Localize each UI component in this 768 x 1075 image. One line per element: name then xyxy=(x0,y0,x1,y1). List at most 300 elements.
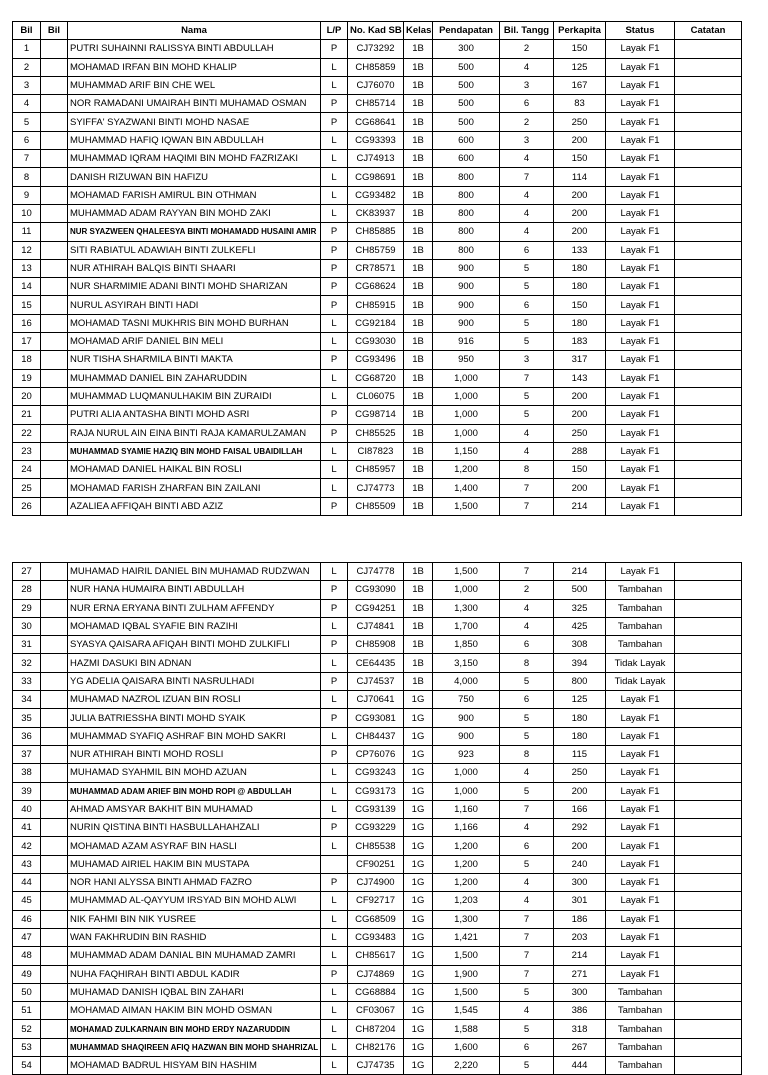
lp-cell: L xyxy=(321,204,348,222)
table-row xyxy=(13,672,742,690)
tangg-cell: 5 xyxy=(500,278,554,296)
status-cell: Layak F1 xyxy=(606,910,675,928)
catatan-cell xyxy=(675,406,742,424)
header-row xyxy=(13,22,742,40)
catatan-cell xyxy=(675,654,742,672)
status-cell: Tambahan xyxy=(606,1002,675,1020)
perkapita-cell: 200 xyxy=(554,782,606,800)
pendapatan-cell: 1,203 xyxy=(433,892,500,910)
table-row xyxy=(13,617,742,635)
kad-cell: CP76076 xyxy=(348,745,404,763)
table-row xyxy=(13,40,742,58)
bil2-cell xyxy=(41,461,68,479)
table-row xyxy=(13,351,742,369)
pendapatan-cell: 900 xyxy=(433,727,500,745)
tangg-cell: 6 xyxy=(500,636,554,654)
bil-cell: 47 xyxy=(13,928,41,946)
perkapita-cell: 425 xyxy=(554,617,606,635)
status-cell: Tambahan xyxy=(606,1020,675,1038)
table-row xyxy=(13,581,742,599)
kelas-cell: 1B xyxy=(404,387,433,405)
lp-cell: L xyxy=(321,461,348,479)
catatan-cell xyxy=(675,461,742,479)
status-cell: Layak F1 xyxy=(606,223,675,241)
lp-cell: L xyxy=(321,1038,348,1056)
table-row xyxy=(13,782,742,800)
nama-cell: NOR HANI ALYSSA BINTI AHMAD FAZRO xyxy=(68,874,321,892)
kelas-cell: 1G xyxy=(404,1002,433,1020)
status-cell: Layak F1 xyxy=(606,259,675,277)
perkapita-cell: 150 xyxy=(554,150,606,168)
perkapita-cell: 166 xyxy=(554,800,606,818)
catatan-cell xyxy=(675,782,742,800)
bil-cell: 16 xyxy=(13,314,41,332)
bil-cell: 38 xyxy=(13,764,41,782)
lp-cell: L xyxy=(321,76,348,94)
student-table-2 xyxy=(12,562,742,1075)
catatan-cell xyxy=(675,581,742,599)
status-cell: Tambahan xyxy=(606,983,675,1001)
tangg-cell: 5 xyxy=(500,855,554,873)
bil2-cell xyxy=(41,672,68,690)
tangg-cell: 4 xyxy=(500,150,554,168)
status-cell: Layak F1 xyxy=(606,497,675,515)
lp-cell: L xyxy=(321,387,348,405)
bil-cell: 43 xyxy=(13,855,41,873)
perkapita-cell: 115 xyxy=(554,745,606,763)
perkapita-cell: 83 xyxy=(554,95,606,113)
kad-cell: CG93393 xyxy=(348,131,404,149)
lp-cell: L xyxy=(321,333,348,351)
kelas-cell: 1B xyxy=(404,424,433,442)
catatan-cell xyxy=(675,563,742,581)
perkapita-cell: 325 xyxy=(554,599,606,617)
catatan-cell xyxy=(675,709,742,727)
bil2-cell xyxy=(41,928,68,946)
pendapatan-cell: 900 xyxy=(433,259,500,277)
nama-cell: MUHAMAD SYAHMIL BIN MOHD AZUAN xyxy=(68,764,321,782)
pendapatan-cell: 1,160 xyxy=(433,800,500,818)
kelas-cell: 1B xyxy=(404,113,433,131)
kad-cell: CJ74778 xyxy=(348,563,404,581)
table-row xyxy=(13,296,742,314)
table-row xyxy=(13,837,742,855)
table-row xyxy=(13,131,742,149)
kelas-cell: 1B xyxy=(404,168,433,186)
bil2-cell xyxy=(41,168,68,186)
kad-cell: CH85714 xyxy=(348,95,404,113)
nama-cell: NUR SHARMIMIE ADANI BINTI MOHD SHARIZAN xyxy=(68,278,321,296)
tangg-cell: 4 xyxy=(500,186,554,204)
catatan-cell xyxy=(675,910,742,928)
table-row xyxy=(13,186,742,204)
bil2-cell xyxy=(41,150,68,168)
lp-cell: P xyxy=(321,636,348,654)
kelas-cell: 1G xyxy=(404,928,433,946)
bil2-cell xyxy=(41,58,68,76)
status-cell: Layak F1 xyxy=(606,855,675,873)
nama-cell: PUTRI SUHAINNI RALISSYA BINTI ABDULLAH xyxy=(68,40,321,58)
bil2-cell xyxy=(41,76,68,94)
perkapita-cell: 288 xyxy=(554,442,606,460)
pendapatan-cell: 1,900 xyxy=(433,965,500,983)
perkapita-cell: 200 xyxy=(554,837,606,855)
table-row xyxy=(13,278,742,296)
kad-cell: CE64435 xyxy=(348,654,404,672)
kad-cell: CK83937 xyxy=(348,204,404,222)
bil2-cell xyxy=(41,764,68,782)
bil-cell: 17 xyxy=(13,333,41,351)
catatan-cell xyxy=(675,95,742,113)
bil-cell: 19 xyxy=(13,369,41,387)
pendapatan-cell: 1,300 xyxy=(433,910,500,928)
bil-cell: 51 xyxy=(13,1002,41,1020)
table-row xyxy=(13,150,742,168)
catatan-cell xyxy=(675,424,742,442)
bil-cell: 10 xyxy=(13,204,41,222)
pendapatan-cell: 500 xyxy=(433,113,500,131)
nama-cell: MUHAMMAD SHAQIREEN AFIQ HAZWAN BIN MOHD SHAHRIZAL xyxy=(68,1038,321,1056)
tangg-cell: 5 xyxy=(500,314,554,332)
header-kad: No. Kad SB xyxy=(348,22,404,40)
lp-cell: P xyxy=(321,599,348,617)
perkapita-cell: 150 xyxy=(554,461,606,479)
bil2-cell xyxy=(41,1038,68,1056)
nama-cell: MOHAMAD IRFAN BIN MOHD KHALIP xyxy=(68,58,321,76)
status-cell: Layak F1 xyxy=(606,837,675,855)
catatan-cell xyxy=(675,333,742,351)
nama-cell: AHMAD AMSYAR BAKHIT BIN MUHAMAD xyxy=(68,800,321,818)
table-row xyxy=(13,314,742,332)
table-row xyxy=(13,1057,742,1075)
kelas-cell: 1G xyxy=(404,709,433,727)
bil2-cell xyxy=(41,727,68,745)
bil-cell: 23 xyxy=(13,442,41,460)
kad-cell: CF03067 xyxy=(348,1002,404,1020)
lp-cell: P xyxy=(321,113,348,131)
tangg-cell: 5 xyxy=(500,259,554,277)
nama-cell: WAN FAKHRUDIN BIN RASHID xyxy=(68,928,321,946)
kelas-cell: 1G xyxy=(404,782,433,800)
tangg-cell: 6 xyxy=(500,1038,554,1056)
pendapatan-cell: 1,150 xyxy=(433,442,500,460)
lp-cell xyxy=(321,855,348,873)
kad-cell: CG68509 xyxy=(348,910,404,928)
kelas-cell: 1B xyxy=(404,186,433,204)
tangg-cell: 7 xyxy=(500,800,554,818)
kad-cell: CG93243 xyxy=(348,764,404,782)
kad-cell: CG93229 xyxy=(348,819,404,837)
kad-cell: CG93496 xyxy=(348,351,404,369)
kelas-cell: 1B xyxy=(404,278,433,296)
tangg-cell: 4 xyxy=(500,204,554,222)
tangg-cell: 4 xyxy=(500,1002,554,1020)
table-row xyxy=(13,691,742,709)
kad-cell: CG68641 xyxy=(348,113,404,131)
bil-cell: 48 xyxy=(13,947,41,965)
bil-cell: 37 xyxy=(13,745,41,763)
header-tangg: Bil. Tangg xyxy=(500,22,554,40)
lp-cell: L xyxy=(321,800,348,818)
pendapatan-cell: 500 xyxy=(433,95,500,113)
tangg-cell: 4 xyxy=(500,424,554,442)
kelas-cell: 1B xyxy=(404,150,433,168)
perkapita-cell: 308 xyxy=(554,636,606,654)
bil2-cell xyxy=(41,40,68,58)
catatan-cell xyxy=(675,928,742,946)
table-row xyxy=(13,800,742,818)
catatan-cell xyxy=(675,150,742,168)
kelas-cell: 1G xyxy=(404,910,433,928)
tangg-cell: 7 xyxy=(500,947,554,965)
nama-cell: MUHAMMAD SYAFIQ ASHRAF BIN MOHD SAKRI xyxy=(68,727,321,745)
perkapita-cell: 150 xyxy=(554,296,606,314)
nama-cell: MOHAMAD IQBAL SYAFIE BIN RAZIHI xyxy=(68,617,321,635)
bil-cell: 11 xyxy=(13,223,41,241)
kelas-cell: 1B xyxy=(404,259,433,277)
bil2-cell xyxy=(41,296,68,314)
perkapita-cell: 267 xyxy=(554,1038,606,1056)
bil2-cell xyxy=(41,1002,68,1020)
bil-cell: 2 xyxy=(13,58,41,76)
kad-cell: CH85885 xyxy=(348,223,404,241)
kad-cell: CH85957 xyxy=(348,461,404,479)
status-cell: Layak F1 xyxy=(606,95,675,113)
nama-cell: MOHAMAD BADRUL HISYAM BIN HASHIM xyxy=(68,1057,321,1075)
catatan-cell xyxy=(675,892,742,910)
tangg-cell: 5 xyxy=(500,1020,554,1038)
kelas-cell: 1G xyxy=(404,1020,433,1038)
kelas-cell: 1B xyxy=(404,95,433,113)
pendapatan-cell: 950 xyxy=(433,351,500,369)
kelas-cell: 1B xyxy=(404,636,433,654)
tangg-cell: 4 xyxy=(500,764,554,782)
tangg-cell: 7 xyxy=(500,965,554,983)
catatan-cell xyxy=(675,76,742,94)
tangg-cell: 4 xyxy=(500,874,554,892)
nama-cell: MOHAMAD AZAM ASYRAF BIN HASLI xyxy=(68,837,321,855)
status-cell: Layak F1 xyxy=(606,424,675,442)
nama-cell: MUHAMMAD HAFIQ IQWAN BIN ABDULLAH xyxy=(68,131,321,149)
lp-cell: P xyxy=(321,241,348,259)
status-cell: Layak F1 xyxy=(606,461,675,479)
nama-cell: NURUL ASYIRAH BINTI HADI xyxy=(68,296,321,314)
pendapatan-cell: 1,200 xyxy=(433,855,500,873)
perkapita-cell: 200 xyxy=(554,223,606,241)
pendapatan-cell: 1,600 xyxy=(433,1038,500,1056)
status-cell: Layak F1 xyxy=(606,76,675,94)
lp-cell: P xyxy=(321,497,348,515)
status-cell: Tambahan xyxy=(606,599,675,617)
perkapita-cell: 180 xyxy=(554,727,606,745)
kad-cell: CJ74900 xyxy=(348,874,404,892)
lp-cell: L xyxy=(321,892,348,910)
pendapatan-cell: 1,200 xyxy=(433,874,500,892)
table-row xyxy=(13,983,742,1001)
bil2-cell xyxy=(41,442,68,460)
kelas-cell: 1B xyxy=(404,223,433,241)
kad-cell: CH85859 xyxy=(348,58,404,76)
pendapatan-cell: 2,220 xyxy=(433,1057,500,1075)
table-row xyxy=(13,910,742,928)
kelas-cell: 1G xyxy=(404,819,433,837)
pendapatan-cell: 500 xyxy=(433,76,500,94)
kad-cell: CJ70641 xyxy=(348,691,404,709)
bil2-cell xyxy=(41,691,68,709)
perkapita-cell: 180 xyxy=(554,278,606,296)
pendapatan-cell: 800 xyxy=(433,186,500,204)
table-row xyxy=(13,259,742,277)
kelas-cell: 1B xyxy=(404,654,433,672)
status-cell: Layak F1 xyxy=(606,296,675,314)
pendapatan-cell: 1,000 xyxy=(433,424,500,442)
nama-cell: MUHAMMAD ADAM ARIEF BIN MOHD ROPI @ ABDULLAH xyxy=(68,782,321,800)
perkapita-cell: 200 xyxy=(554,387,606,405)
tangg-cell: 2 xyxy=(500,40,554,58)
bil-cell: 8 xyxy=(13,168,41,186)
kelas-cell: 1G xyxy=(404,800,433,818)
lp-cell: P xyxy=(321,40,348,58)
perkapita-cell: 214 xyxy=(554,947,606,965)
nama-cell: DANISH RIZUWAN BIN HAFIZU xyxy=(68,168,321,186)
lp-cell: L xyxy=(321,58,348,76)
catatan-cell xyxy=(675,314,742,332)
header-kelas: Kelas xyxy=(404,22,433,40)
perkapita-cell: 214 xyxy=(554,563,606,581)
status-cell: Layak F1 xyxy=(606,928,675,946)
pendapatan-cell: 1,300 xyxy=(433,599,500,617)
kad-cell: CL06075 xyxy=(348,387,404,405)
tangg-cell: 8 xyxy=(500,654,554,672)
nama-cell: SITI RABIATUL ADAWIAH BINTI ZULKEFLI xyxy=(68,241,321,259)
tangg-cell: 3 xyxy=(500,131,554,149)
pendapatan-cell: 500 xyxy=(433,58,500,76)
table-row xyxy=(13,947,742,965)
kad-cell: CG98691 xyxy=(348,168,404,186)
kelas-cell: 1G xyxy=(404,745,433,763)
table-row xyxy=(13,874,742,892)
perkapita-cell: 292 xyxy=(554,819,606,837)
pendapatan-cell: 1,200 xyxy=(433,837,500,855)
table-row xyxy=(13,1002,742,1020)
table-row xyxy=(13,819,742,837)
bil-cell: 13 xyxy=(13,259,41,277)
bil2-cell xyxy=(41,910,68,928)
perkapita-cell: 386 xyxy=(554,1002,606,1020)
kad-cell: CF92717 xyxy=(348,892,404,910)
pendapatan-cell: 300 xyxy=(433,40,500,58)
bil2-cell xyxy=(41,95,68,113)
table-row xyxy=(13,424,742,442)
lp-cell: L xyxy=(321,727,348,745)
nama-cell: MOHAMAD AIMAN HAKIM BIN MOHD OSMAN xyxy=(68,1002,321,1020)
perkapita-cell: 200 xyxy=(554,479,606,497)
pendapatan-cell: 600 xyxy=(433,150,500,168)
nama-cell: MUHAMMAD IQRAM HAQIMI BIN MOHD FAZRIZAKI xyxy=(68,150,321,168)
pendapatan-cell: 1,850 xyxy=(433,636,500,654)
catatan-cell xyxy=(675,442,742,460)
pendapatan-cell: 900 xyxy=(433,314,500,332)
nama-cell: PUTRI ALIA ANTASHA BINTI MOHD ASRI xyxy=(68,406,321,424)
tangg-cell: 7 xyxy=(500,168,554,186)
nama-cell: SYASYA QAISARA AFIQAH BINTI MOHD ZULKIFLI xyxy=(68,636,321,654)
nama-cell: NURIN QISTINA BINTI HASBULLAHAHZALI xyxy=(68,819,321,837)
perkapita-cell: 318 xyxy=(554,1020,606,1038)
pendapatan-cell: 1,500 xyxy=(433,497,500,515)
kelas-cell: 1G xyxy=(404,983,433,1001)
catatan-cell xyxy=(675,479,742,497)
nama-cell: NIK FAHMI BIN NIK YUSREE xyxy=(68,910,321,928)
kelas-cell: 1B xyxy=(404,442,433,460)
table-row xyxy=(13,406,742,424)
header-lp: L/P xyxy=(321,22,348,40)
pendapatan-cell: 1,000 xyxy=(433,387,500,405)
kad-cell: CH85915 xyxy=(348,296,404,314)
catatan-cell xyxy=(675,131,742,149)
catatan-cell xyxy=(675,965,742,983)
kelas-cell: 1B xyxy=(404,333,433,351)
catatan-cell xyxy=(675,296,742,314)
catatan-cell xyxy=(675,745,742,763)
bil-cell: 41 xyxy=(13,819,41,837)
bil-cell: 31 xyxy=(13,636,41,654)
status-cell: Layak F1 xyxy=(606,965,675,983)
kelas-cell: 1B xyxy=(404,76,433,94)
kad-cell: CJ74735 xyxy=(348,1057,404,1075)
catatan-cell xyxy=(675,1020,742,1038)
kad-cell: CG92184 xyxy=(348,314,404,332)
perkapita-cell: 271 xyxy=(554,965,606,983)
pendapatan-cell: 900 xyxy=(433,296,500,314)
pendapatan-cell: 1,545 xyxy=(433,1002,500,1020)
bil-cell: 33 xyxy=(13,672,41,690)
nama-cell: SYIFFA' SYAZWANI BINTI MOHD NASAE xyxy=(68,113,321,131)
bil-cell: 44 xyxy=(13,874,41,892)
tangg-cell: 6 xyxy=(500,691,554,709)
kad-cell: CJ74869 xyxy=(348,965,404,983)
kad-cell: CG68720 xyxy=(348,369,404,387)
table-row xyxy=(13,204,742,222)
nama-cell: MUHAMMAD AL-QAYYUM IRSYAD BIN MOHD ALWI xyxy=(68,892,321,910)
status-cell: Layak F1 xyxy=(606,406,675,424)
nama-cell: YG ADELIA QAISARA BINTI NASRULHADI xyxy=(68,672,321,690)
tangg-cell: 6 xyxy=(500,296,554,314)
kelas-cell: 1B xyxy=(404,563,433,581)
kelas-cell: 1B xyxy=(404,204,433,222)
catatan-cell xyxy=(675,204,742,222)
bil2-cell xyxy=(41,965,68,983)
table-row xyxy=(13,727,742,745)
table-row xyxy=(13,654,742,672)
table-row xyxy=(13,58,742,76)
bil-cell: 45 xyxy=(13,892,41,910)
bil-cell: 49 xyxy=(13,965,41,983)
nama-cell: MUHAMAD AIRIEL HAKIM BIN MUSTAPA xyxy=(68,855,321,873)
bil-cell: 46 xyxy=(13,910,41,928)
perkapita-cell: 183 xyxy=(554,333,606,351)
bil2-cell xyxy=(41,617,68,635)
lp-cell: L xyxy=(321,1002,348,1020)
catatan-cell xyxy=(675,874,742,892)
bil-cell: 34 xyxy=(13,691,41,709)
catatan-cell xyxy=(675,691,742,709)
lp-cell: L xyxy=(321,1020,348,1038)
perkapita-cell: 125 xyxy=(554,58,606,76)
lp-cell: L xyxy=(321,1057,348,1075)
table-row xyxy=(13,168,742,186)
catatan-cell xyxy=(675,40,742,58)
kad-cell: CJ74537 xyxy=(348,672,404,690)
